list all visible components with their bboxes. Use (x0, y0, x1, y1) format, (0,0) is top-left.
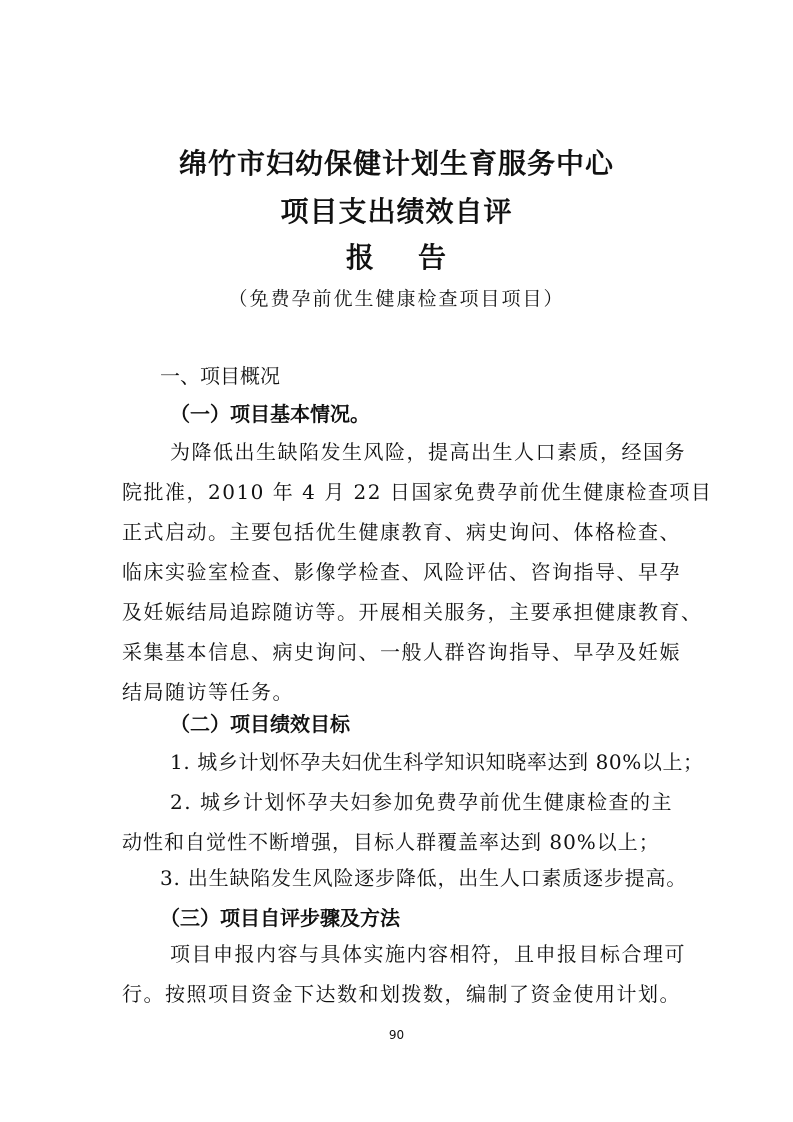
subheading-basic-info: （一）项目基本情况。 (170, 402, 370, 426)
subheading-goals: （二）项目绩效目标 (170, 712, 350, 736)
goal-line: 2. 城乡计划怀孕夫妇参加免费孕前优生健康检查的主 (170, 790, 673, 814)
title-org: 绵竹市妇幼保健计划生育服务中心 (178, 147, 614, 180)
subtitle-project: （免费孕前优生健康检查项目项目） (228, 288, 565, 310)
goal-line: 动性和自觉性不断增强，目标人群覆盖率达到 80%以上； (122, 830, 660, 854)
goal-line: 1. 城乡计划怀孕夫妇优生科学知识知晓率达到 80%以上； (170, 750, 704, 774)
paragraph-line: 正式启动。主要包括优生健康教育、病史询问、体格检查、 (122, 520, 681, 544)
section-heading-overview: 一、项目概况 (160, 364, 280, 388)
paragraph-line: 院批准，2010 年 4 月 22 日国家免费孕前优生健康检查项目 (122, 480, 713, 504)
paragraph-line: 采集基本信息、病史询问、一般人群咨询指导、早孕及妊娠 (122, 640, 681, 664)
paragraph-line: 行。按照项目资金下达数和划拨数，编制了资金使用计划。 (122, 982, 681, 1006)
page-number: 90 (388, 1028, 405, 1042)
paragraph-line: 及妊娠结局追踪随访等。开展相关服务，主要承担健康教育、 (122, 600, 703, 624)
paragraph-line: 为降低出生缺陷发生风险，提高出生人口素质，经国务 (170, 440, 686, 464)
subheading-method: （三）项目自评步骤及方法 (160, 906, 400, 930)
title-report-word: 报 告 (346, 241, 447, 274)
title-report: 项目支出绩效自评 (280, 195, 513, 228)
goal-line: 3. 出生缺陷发生风险逐步降低，出生人口素质逐步提高。 (160, 866, 688, 890)
paragraph-line: 项目申报内容与具体实施内容相符，且申报目标合理可 (170, 942, 686, 966)
paragraph-line: 结局随访等任务。 (122, 680, 294, 704)
paragraph-line: 临床实验室检查、影像学检查、风险评估、咨询指导、早孕 (122, 560, 681, 584)
